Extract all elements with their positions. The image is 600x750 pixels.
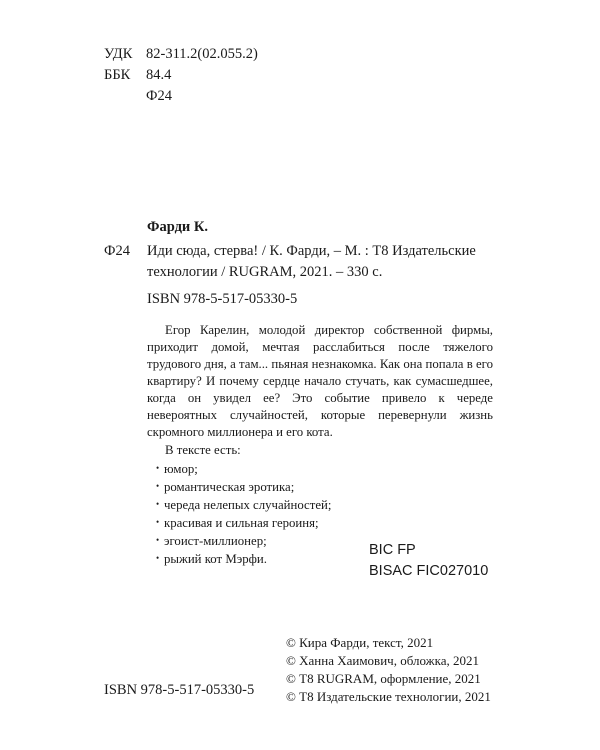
bbk-value: 84.4: [146, 67, 172, 83]
copyright-block: [286, 634, 491, 706]
bbk-label: ББК: [104, 67, 131, 83]
bibliographic-description: [147, 241, 476, 283]
list-item: • красивая и сильная героиня;: [156, 513, 493, 531]
entry-mark: Ф24: [104, 243, 130, 259]
bibliographic-line: Иди сюда, стерва! / К. Фарди, – М. : Т8 Издательские: [147, 243, 476, 259]
copyright-line: © Кира Фарди, текст, 2021: [286, 635, 434, 650]
isbn-footer: ISBN 978-5-517-05330-5: [104, 682, 255, 698]
udk-value: 82-311.2(02.055.2): [146, 46, 258, 62]
list-item: • юмор;: [156, 459, 493, 477]
author-mark: Ф24: [146, 88, 172, 104]
annotation-list-intro: В тексте есть:: [165, 443, 241, 457]
list-item: • рыжий кот Мэрфи.: [156, 549, 493, 567]
udk-label: УДК: [104, 46, 133, 62]
list-item: • череда нелепых случайностей;: [156, 495, 493, 513]
bisac-code: BISAC FIC027010: [369, 563, 489, 579]
copyright-line: © Ханна Хаимович, обложка, 2021: [286, 653, 480, 668]
annotation-paragraph: Егор Карелин, молодой директор собственной фирмы, приходит домой, мечтая расслабиться после тяжелого трудового дня, а там... пьяная незнакомка. Как она попала в его квартиру? И почему сердце начало стучать, как сумасшедшее, когда он увидел ее? Это событие привело к череде невероятных случайностей, которые перевернули жизнь скромного миллионера и его кота.: [147, 323, 493, 439]
isbn-main: ISBN 978-5-517-05330-5: [147, 291, 298, 307]
copyright-line: © Т8 Издательские технологии, 2021: [286, 689, 491, 704]
bic-code: BIC FP: [369, 542, 416, 558]
subject-codes: [369, 540, 488, 582]
classification-block: [104, 44, 304, 114]
bibliographic-line: технологии / RUGRAM, 2021. – 330 с.: [147, 264, 383, 280]
copyright-line: © Т8 RUGRAM, оформление, 2021: [286, 671, 481, 686]
list-item: • романтическая эротика;: [156, 477, 493, 495]
author-heading: Фарди К.: [147, 219, 209, 235]
list-item: • эгоист-миллионер;: [156, 531, 493, 549]
annotation: [147, 322, 493, 567]
